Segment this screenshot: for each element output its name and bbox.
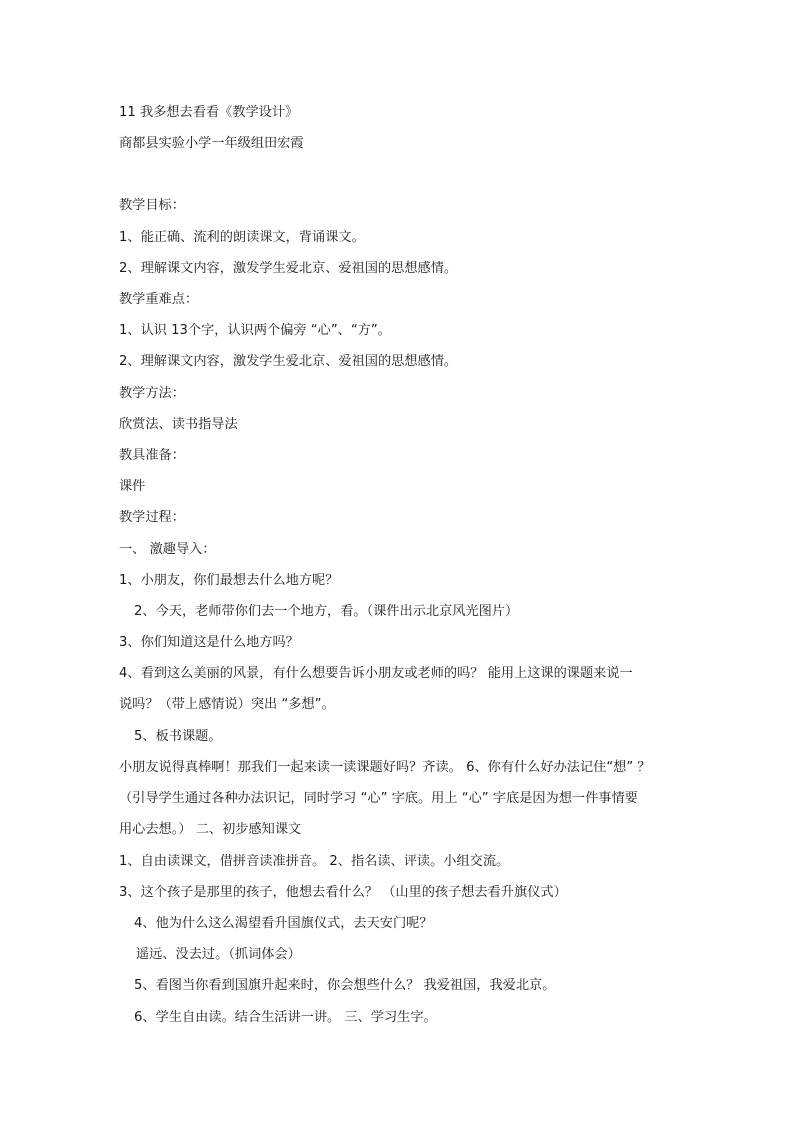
paragraph-line: 一、 激趣导入： (119, 542, 216, 557)
paragraph-line: 5、看图当你看到国旗升起来时，你会想些什么？ 我爱祖国，我爱北京。 (134, 978, 556, 993)
paragraph-line: 3、你们知道这是什么地方吗？ (119, 635, 299, 650)
paragraph-line: 1、认识 13个字，认识两个偏旁 “心”、“方”。 (119, 323, 391, 338)
section-heading-methods: 教学方法： (119, 386, 185, 401)
paragraph-line: 2、理解课文内容，激发学生爱北京、爱祖国的思想感情。 (119, 261, 458, 276)
paragraph-line: 6、学生自由读。结合生活讲一讲。 三、学习生字。 (134, 1010, 437, 1025)
paragraph-line: 说吗？（带上感情说）突出 “多想”。 (119, 697, 335, 712)
document-title: 11 我多想去看看《教学设计》 (119, 105, 299, 120)
section-heading-key-points: 教学重难点： (119, 292, 199, 307)
paragraph-line: 课件 (119, 479, 146, 494)
paragraph-line: 1、小朋友，你们最想去什么地方呢？ (119, 573, 339, 588)
section-heading-goals: 教学目标： (119, 198, 185, 213)
paragraph-line: 4、他为什么这么渴望看升国旗仪式，去天安门呢？ (134, 916, 433, 931)
paragraph-line: 1、自由读课文，借拼音读准拼音。 2、指名读、评读。小组交流。 (119, 854, 510, 869)
paragraph-line: 4、看到这么美丽的风景，有什么想要告诉小朋友或老师的吗？ 能用上这课的课题来说一 (119, 666, 633, 681)
paragraph-line: 3、这个孩子是那里的孩子，他想去看什么？ （山里的孩子想去看升旗仪式） (119, 885, 567, 900)
paragraph-line: 用心去想。） 二、初步感知课文 (119, 822, 302, 837)
paragraph-line: 欣赏法、读书指导法 (119, 417, 238, 432)
section-heading-materials: 教具准备： (119, 448, 185, 463)
paragraph-line: 5、板书课题。 (134, 729, 222, 744)
paragraph-line: 1、能正确、流利的朗读课文，背诵课文。 (119, 230, 365, 245)
section-heading-process: 教学过程： (119, 510, 185, 525)
paragraph-line: 2、今天，老师带你们去一个地方，看。（课件出示北京风光图片） (134, 604, 519, 619)
paragraph-line: 遥远、没去过。（抓词体会） (136, 947, 301, 962)
paragraph-line: 小朋友说得真棒啊！那我们一起来读一读课题好吗？齐读。 6、你有什么好办法记住“想” ？ (119, 760, 651, 775)
document-author: 商都县实验小学一年级组田宏霞 (119, 136, 304, 151)
paragraph-line: （引导学生通过各种办法识记，同时学习 “心” 字底。用上 “心” 字底是因为想一件事情要 (119, 791, 638, 806)
paragraph-line: 2、理解课文内容，激发学生爱北京、爱祖国的思想感情。 (119, 354, 458, 369)
